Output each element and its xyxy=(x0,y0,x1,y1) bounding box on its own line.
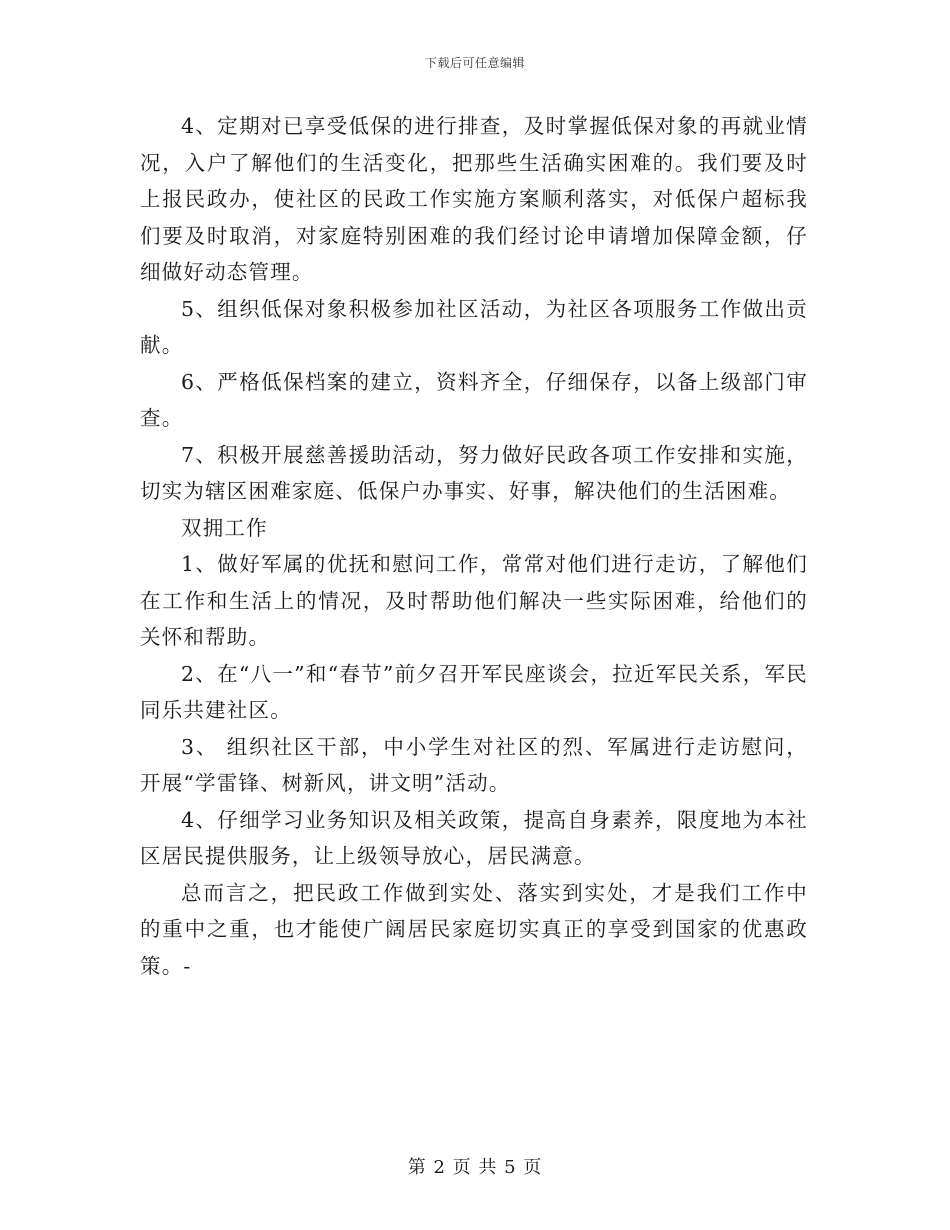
document-body xyxy=(140,108,808,984)
paragraph-military-item-4: 4、仔细学习业务知识及相关政策，提高自身素养，限度地为本社区居民提供服务，让上级领导放心，居民满意。 xyxy=(140,807,808,868)
paragraph-military-item-2: 2、在“八一”和“春节”前夕召开军民座谈会，拉近军民关系，军民同乐共建社区。 xyxy=(140,661,808,722)
paragraph-military-item-1: 1、做好军属的优抚和慰问工作，常常对他们进行走访，了解他们在工作和生活上的情况，及时帮助他们解决一些实际困难，给他们的关怀和帮助。 xyxy=(140,552,808,649)
paragraph-lowinc-item-4: 4、定期对已享受低保的进行排查，及时掌握低保对象的再就业情况，入户了解他们的生活变化，把那些生活确实困难的。我们要及时上报民政办，使社区的民政工作实施方案顺利落实，对低保户超标我们要及时取消，对家庭特别困难的我们经讨论申请增加保障金额，仔细做好动态管理。 xyxy=(140,114,808,284)
paragraph-lowinc-item-5: 5、组织低保对象积极参加社区活动，为社区各项服务工作做出贡献。 xyxy=(140,296,808,357)
paragraph-lowinc-item-7: 7、积极开展慈善援助活动，努力做好民政各项工作安排和实施，切实为辖区困难家庭、低保户办事实、好事，解决他们的生活困难。 xyxy=(140,442,808,503)
paragraph-military-item-3: 3、 组织社区干部，中小学生对社区的烈、军属进行走访慰问，开展“学雷锋、树新风，讲文明”活动。 xyxy=(140,734,808,795)
paragraph-conclusion: 总而言之，把民政工作做到实处、落实到实处，才是我们工作中的重中之重，也才能使广阔居民家庭切实真正的享受到国家的优惠政策。- xyxy=(140,880,808,978)
paragraph-lowinc-item-6: 6、严格低保档案的建立，资料齐全，仔细保存，以备上级部门审查。 xyxy=(140,369,808,430)
page-number-footer: 第 2 页 共 5 页 xyxy=(407,1157,543,1178)
page-header: 下载后可任意编辑 xyxy=(424,56,525,70)
section-heading-shuangyong: 双拥工作 xyxy=(181,515,268,540)
